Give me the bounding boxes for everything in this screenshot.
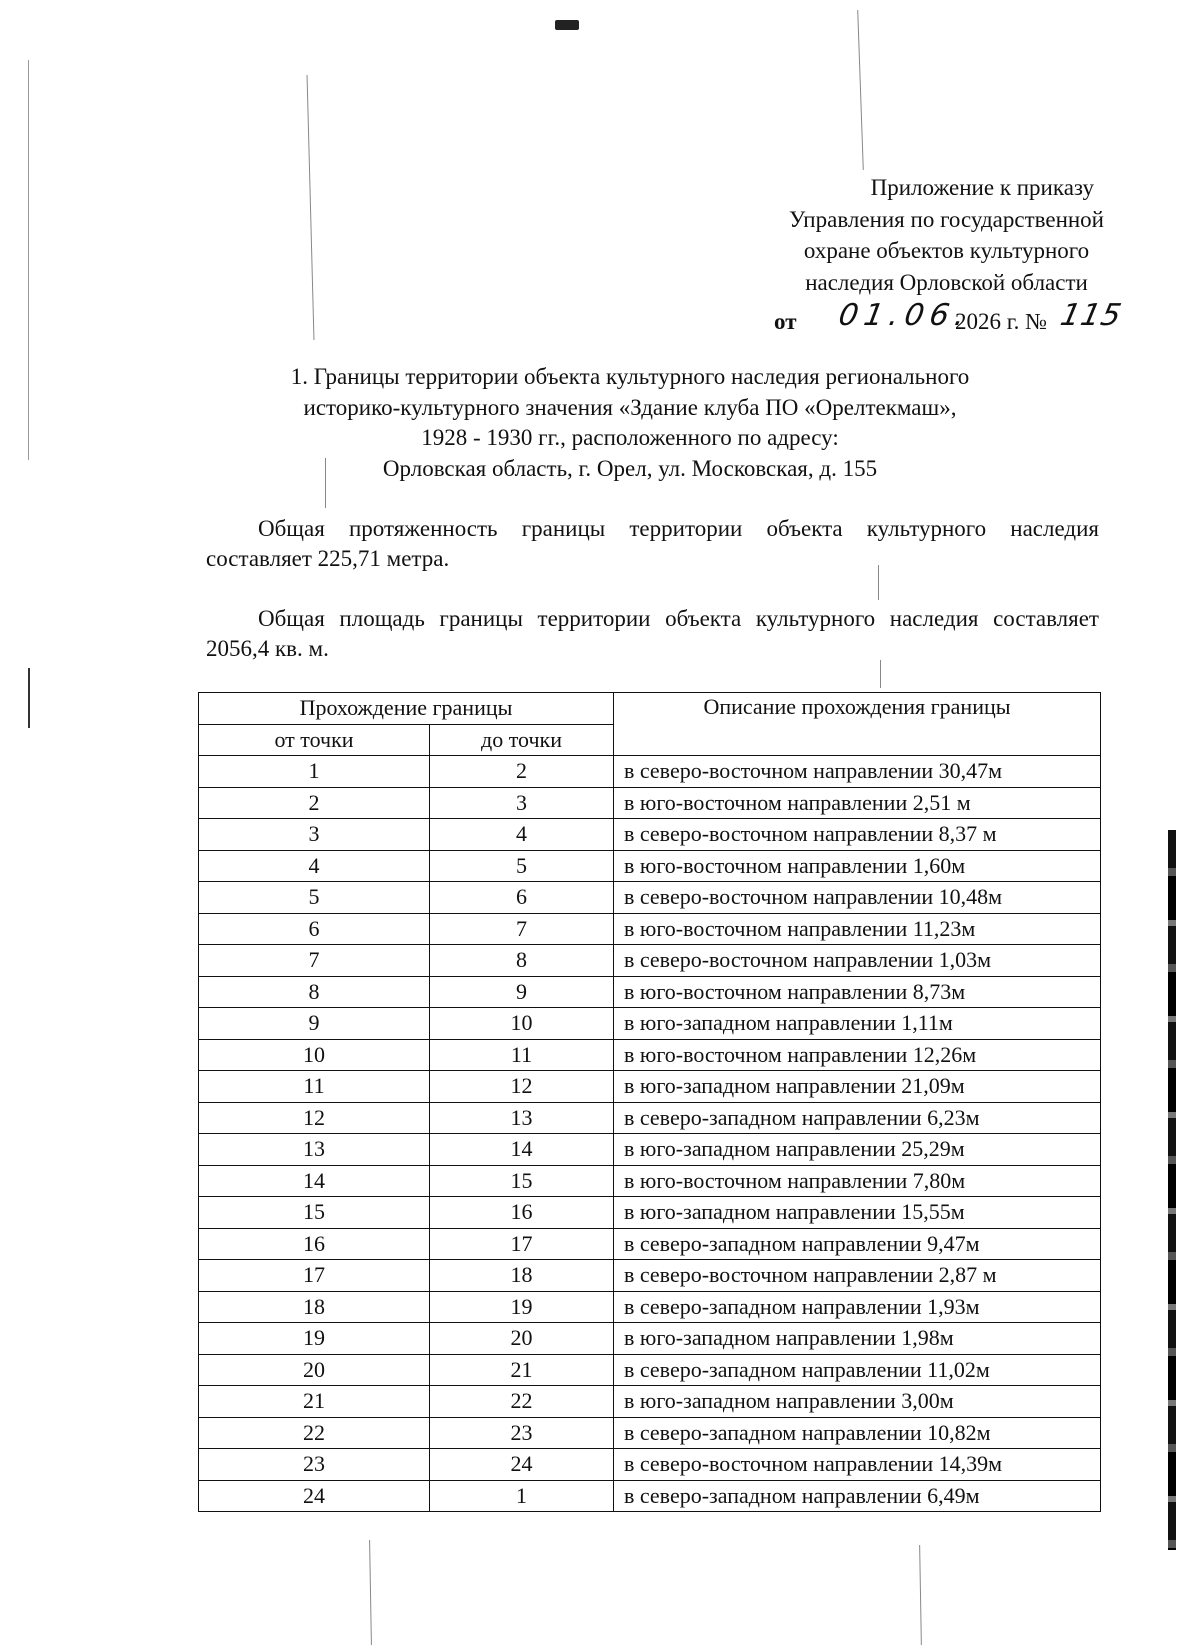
from-label: от	[774, 309, 797, 334]
table-row	[199, 1228, 1101, 1260]
to-point-cell: 14	[430, 1134, 614, 1166]
description-cell: в юго-западном направлении 25,29м	[614, 1134, 1101, 1166]
to-point-cell: 8	[430, 945, 614, 977]
from-point-cell: 7	[199, 945, 430, 977]
table-row	[199, 1449, 1101, 1481]
scan-line	[857, 10, 864, 170]
description-cell: в северо-западном направлении 6,23м	[614, 1102, 1101, 1134]
boundary-area-paragraph: Общая площадь границы территории объекта культурного наследия составляет 2056,4 кв. м.	[206, 606, 1099, 661]
to-point-cell: 17	[430, 1228, 614, 1260]
from-point-cell: 6	[199, 913, 430, 945]
order-year: 2026 г. №	[955, 309, 1048, 334]
to-point-cell: 3	[430, 787, 614, 819]
description-cell: в северо-западном направлении 1,93м	[614, 1291, 1101, 1323]
header-to-point: до точки	[430, 724, 614, 756]
to-point-cell: 15	[430, 1165, 614, 1197]
from-point-cell: 19	[199, 1323, 430, 1355]
from-point-cell: 12	[199, 1102, 430, 1134]
table-body	[199, 756, 1101, 1512]
from-point-cell: 2	[199, 787, 430, 819]
table-header-row	[199, 693, 1101, 725]
description-cell: в юго-восточном направлении 11,23м	[614, 913, 1101, 945]
table-row	[199, 1354, 1101, 1386]
description-cell: в юго-западном направлении 3,00м	[614, 1386, 1101, 1418]
to-point-cell: 7	[430, 913, 614, 945]
description-cell: в юго-восточном направлении 12,26м	[614, 1039, 1101, 1071]
from-point-cell: 22	[199, 1417, 430, 1449]
handwritten-order-number: 115	[1057, 298, 1126, 333]
table-row	[199, 1039, 1101, 1071]
scan-edge-strip	[1168, 830, 1176, 1550]
to-point-cell: 4	[430, 819, 614, 851]
approval-line-4: наследия Орловской области	[805, 269, 1088, 295]
table-row	[199, 819, 1101, 851]
from-point-cell: 8	[199, 976, 430, 1008]
table-row	[199, 850, 1101, 882]
to-point-cell: 11	[430, 1039, 614, 1071]
from-point-cell: 9	[199, 1008, 430, 1040]
description-cell: в юго-восточном направлении 7,80м	[614, 1165, 1101, 1197]
title-line-2: историко-культурного значения «Здание клуба ПО «Орелтекмаш»,	[303, 394, 957, 420]
table-row	[199, 787, 1101, 819]
approval-line-1: Приложение к приказу	[870, 175, 1094, 200]
to-point-cell: 16	[430, 1197, 614, 1229]
approval-line-3: охране объектов культурного	[803, 238, 1090, 263]
from-point-cell: 16	[199, 1228, 430, 1260]
table-row	[199, 1260, 1101, 1292]
from-point-cell: 3	[199, 819, 430, 851]
description-cell: в северо-западном направлении 6,49м	[614, 1480, 1101, 1512]
from-point-cell: 10	[199, 1039, 430, 1071]
description-cell: в юго-западном направлении 21,09м	[614, 1071, 1101, 1103]
from-point-cell: 13	[199, 1134, 430, 1166]
handwritten-date: 01.06.	[836, 298, 974, 333]
table-row	[199, 1197, 1101, 1229]
order-date-row	[774, 298, 1126, 334]
table-row	[199, 1165, 1101, 1197]
table-row	[199, 1071, 1101, 1103]
table-row	[199, 1386, 1101, 1418]
description-cell: в северо-западном направлении 9,47м	[614, 1228, 1101, 1260]
description-cell: в юго-восточном направлении 1,60м	[614, 850, 1101, 882]
description-cell: в северо-восточном направлении 14,39м	[614, 1449, 1101, 1481]
table-row	[199, 1323, 1101, 1355]
from-point-cell: 18	[199, 1291, 430, 1323]
scan-mark	[555, 20, 579, 30]
to-point-cell: 2	[430, 756, 614, 788]
table-row	[199, 1417, 1101, 1449]
description-cell: в северо-восточном направлении 2,87 м	[614, 1260, 1101, 1292]
to-point-cell: 20	[430, 1323, 614, 1355]
to-point-cell: 22	[430, 1386, 614, 1418]
table-row	[199, 913, 1101, 945]
from-point-cell: 17	[199, 1260, 430, 1292]
scan-line	[28, 60, 29, 460]
approval-block	[774, 172, 1126, 334]
description-cell: в юго-восточном направлении 8,73м	[614, 976, 1101, 1008]
table-row	[199, 1008, 1101, 1040]
description-cell: в юго-восточном направлении 2,51 м	[614, 787, 1101, 819]
approval-line-2: Управления по государственной	[789, 206, 1104, 232]
to-point-cell: 21	[430, 1354, 614, 1386]
to-point-cell: 6	[430, 882, 614, 914]
from-point-cell: 20	[199, 1354, 430, 1386]
table-row	[199, 1480, 1101, 1512]
table-row	[199, 756, 1101, 788]
to-point-cell: 13	[430, 1102, 614, 1134]
table-row	[199, 1134, 1101, 1166]
description-cell: в юго-западном направлении 1,98м	[614, 1323, 1101, 1355]
description-cell: в юго-западном направлении 1,11м	[614, 1008, 1101, 1040]
table-row	[199, 976, 1101, 1008]
section-title	[220, 362, 1040, 484]
to-point-cell: 10	[430, 1008, 614, 1040]
title-line-1: 1. Границы территории объекта культурного наследия регионального	[290, 364, 970, 389]
from-point-cell: 1	[199, 756, 430, 788]
description-cell: в северо-западном направлении 10,82м	[614, 1417, 1101, 1449]
scan-line	[369, 1540, 372, 1645]
title-line-3: 1928 - 1930 гг., расположенного по адресу:	[421, 425, 839, 450]
table-row	[199, 882, 1101, 914]
from-point-cell: 5	[199, 882, 430, 914]
to-point-cell: 18	[430, 1260, 614, 1292]
to-point-cell: 24	[430, 1449, 614, 1481]
from-point-cell: 15	[199, 1197, 430, 1229]
to-point-cell: 12	[430, 1071, 614, 1103]
table-row	[199, 945, 1101, 977]
description-cell: в северо-западном направлении 11,02м	[614, 1354, 1101, 1386]
header-description: Описание прохождения границы	[614, 693, 1101, 756]
from-point-cell: 24	[199, 1480, 430, 1512]
to-point-cell: 1	[430, 1480, 614, 1512]
to-point-cell: 9	[430, 976, 614, 1008]
from-point-cell: 21	[199, 1386, 430, 1418]
from-point-cell: 11	[199, 1071, 430, 1103]
to-point-cell: 5	[430, 850, 614, 882]
scan-line	[28, 668, 30, 728]
title-line-4: Орловская область, г. Орел, ул. Московская, д. 155	[382, 455, 878, 481]
description-cell: в юго-западном направлении 15,55м	[614, 1197, 1101, 1229]
table-row	[199, 1291, 1101, 1323]
description-cell: в северо-восточном направлении 30,47м	[614, 756, 1101, 788]
scan-line	[880, 660, 881, 688]
to-point-cell: 19	[430, 1291, 614, 1323]
table-row	[199, 1102, 1101, 1134]
scan-line	[919, 1545, 922, 1645]
from-point-cell: 4	[199, 850, 430, 882]
description-cell: в северо-восточном направлении 10,48м	[614, 882, 1101, 914]
header-from-point: от точки	[199, 724, 430, 756]
boundary-length-paragraph: Общая протяженность границы территории объекта культурного наследия составляет 225,71 метра.	[206, 516, 1099, 571]
to-point-cell: 23	[430, 1417, 614, 1449]
header-passage: Прохождение границы	[199, 693, 614, 725]
from-point-cell: 14	[199, 1165, 430, 1197]
scan-line	[307, 75, 315, 340]
description-cell: в северо-восточном направлении 8,37 м	[614, 819, 1101, 851]
boundary-table	[198, 692, 1101, 1512]
from-point-cell: 23	[199, 1449, 430, 1481]
description-cell: в северо-восточном направлении 1,03м	[614, 945, 1101, 977]
